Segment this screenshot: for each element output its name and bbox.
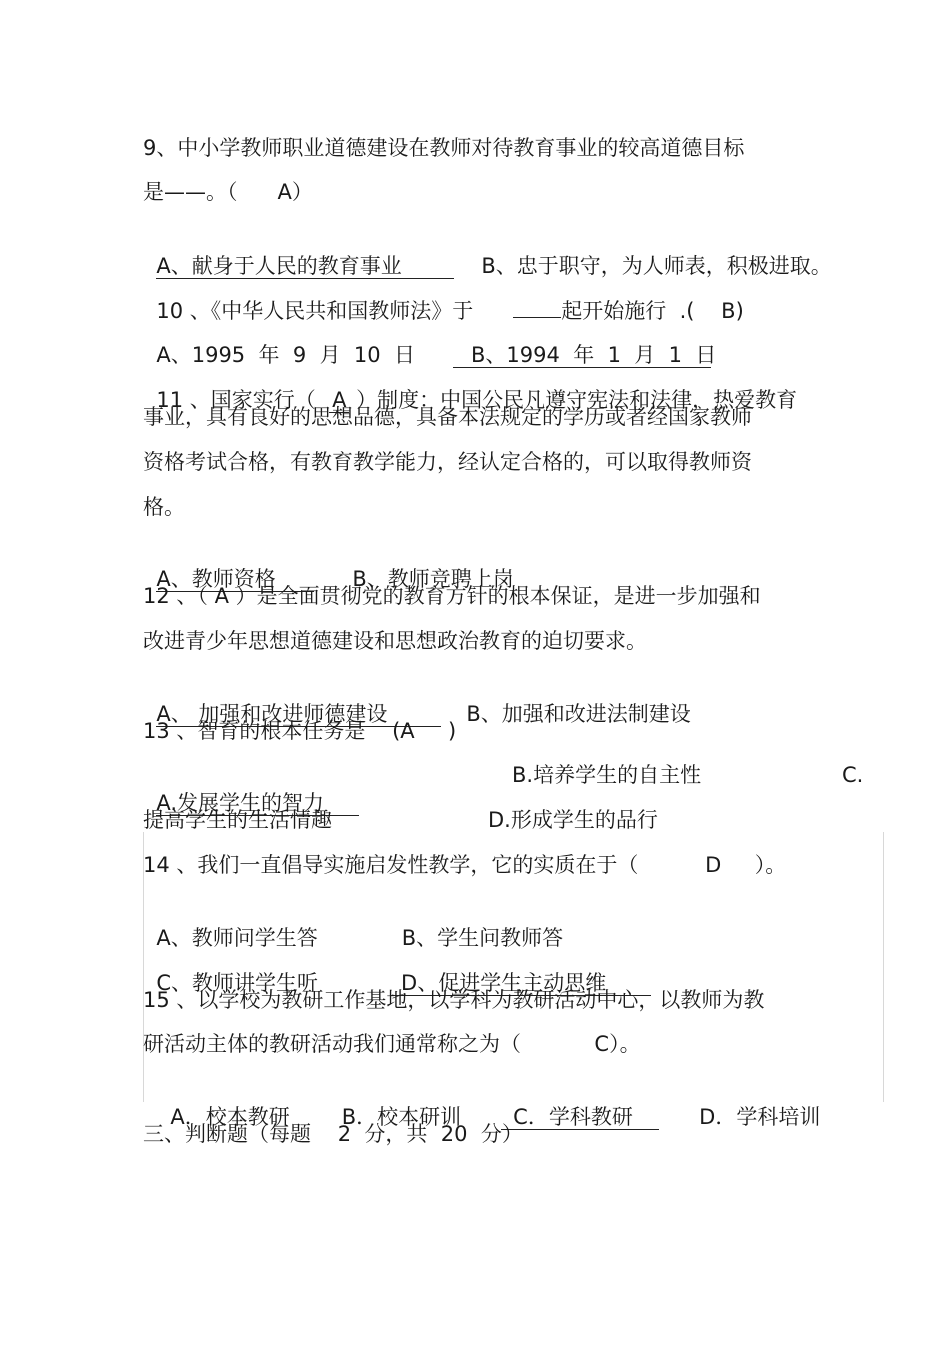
q14-stem: 14 、我们一直倡导实施启发性教学，它的实质在于（ D ）。 [143, 853, 787, 877]
q10-option-a: A、1995 年 9 月 10 日 [156, 343, 416, 367]
q13-option-b: B.培养学生的自主性 [512, 763, 702, 787]
q15-line1: 15 、以学校为教研工作基地，以学科为教研活动中心，以教师为教 [143, 988, 765, 1012]
q13-option-a: A.发展学生的智力 [156, 791, 359, 816]
q11-option-b: B、教师竞聘上岗 [352, 567, 514, 591]
q11-option-a: A、教师资格 [156, 567, 314, 592]
q14-option-c: C、教师讲学生听 [156, 971, 319, 995]
q11-answer: A [329, 388, 349, 413]
q15-option-b: B．校本研训 [341, 1105, 462, 1129]
q10-option-b: B、1994 年 1 月 1 日 [453, 343, 711, 368]
scan-line-right [883, 832, 884, 1102]
q11-line2: 事业，具有良好的思想品德，具备本法规定的学历或者经国家教师 [143, 405, 752, 429]
q12-line2: 改进青少年思想道德建设和思想政治教育的迫切要求。 [143, 629, 647, 653]
q9-stem-line2: 是——。（ A） [143, 180, 313, 204]
q14-option-a: A、教师问学生答 [156, 926, 318, 950]
section-3-title: 三、判断题（每题 2 分，共 20 分） [143, 1122, 523, 1146]
q14-option-d: D、促进学生主动思维 [391, 971, 651, 996]
q11-line4: 格。 [143, 495, 185, 519]
q15-option-d: D．学科培训 [699, 1105, 821, 1129]
q12-line1: 12 、（ A ）是全面贯彻党的教育方针的根本保证，是进一步加强和 [143, 584, 761, 608]
q9-option-a: A、献身于人民的教育事业 [156, 254, 454, 279]
q9-option-b: B、忠于职守，为人师表，积极进取。 [481, 254, 832, 278]
q12-option-a: A、 加强和改进师德建设 [156, 702, 441, 727]
q15-option-c: C．学科教研 [501, 1105, 659, 1130]
q11-pre: 11 、国家实行（ [156, 388, 330, 412]
q13-stem: 13 、智育的根本任务是 (A ) [143, 719, 457, 743]
q13-option-c-label: C. [842, 763, 864, 787]
q11-line3: 资格考试合格，有教育教学能力，经认定合格的，可以取得教师资 [143, 450, 752, 474]
q15-option-a: A．校本教研 [170, 1105, 290, 1129]
q14-option-b: B、学生问教师答 [401, 926, 564, 950]
q11-post: ）制度：中国公民凡遵守宪法和法律，热爱教育 [349, 388, 798, 412]
q12-option-b: B、加强和改进法制建设 [466, 702, 691, 726]
q10-stem-pre: 10 、《中华人民共和国教师法》于 [156, 299, 474, 323]
q15-line2: 研活动主体的教研活动我们通常称之为（ C）。 [143, 1032, 641, 1056]
q13-option-c-text: 提高学生的生活情趣 [143, 808, 332, 832]
q13-option-d: D.形成学生的品行 [488, 808, 658, 832]
q9-stem-line1: 9、中小学教师职业道德建设在教师对待教育事业的较高道德目标 [143, 136, 745, 160]
q10-stem-post: 起开始施行 .( B) [561, 299, 744, 323]
